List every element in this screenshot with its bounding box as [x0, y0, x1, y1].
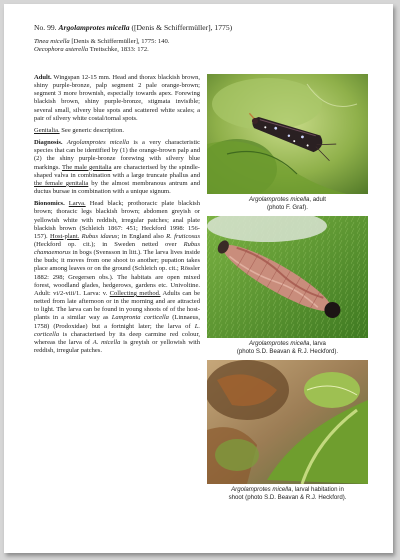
bionomics-text: Head black; prothoracic plate blackish brown; thoracic legs blackish brown; abdomen greyish or yellowish white with reddish, irregular patches; anal plate blackish brown (Schleich 1867: 451; Heckford 1998: 156-157).: [34, 200, 200, 240]
synonym-name: Tinea micella: [34, 38, 70, 45]
caption-desc: , adult: [309, 196, 326, 203]
caption-desc: , larval habitation in: [291, 486, 344, 494]
caption-desc: , larva: [309, 340, 326, 348]
habitation-photo: [207, 360, 368, 484]
diagnosis-text: is a very characteristic species that can be identified by (1) the orange-brown palp and (2) the shiny purple-bronze forewing with silvery blue markings.: [34, 139, 200, 171]
host-plant-name: Rubus idaeus: [81, 232, 118, 240]
caption-credit: (photo S.D. Beavan & R.J. Heckford).: [236, 347, 339, 355]
caption-credit: (photo F. Graf).: [267, 203, 308, 211]
page-header: [34, 23, 369, 54]
figure-caption: [207, 196, 368, 211]
host-plant-name: R. fruticosus: [166, 232, 200, 240]
synonym-name: Oecophora asterella: [34, 46, 89, 54]
host-plant-name: Rubus chamaemorus: [34, 240, 200, 257]
text-column: [34, 74, 200, 359]
genitalia-text: See generic description.: [61, 126, 124, 134]
genitalia-paragraph: [34, 127, 200, 135]
larva-photo: [207, 216, 368, 338]
synonym-line: [34, 38, 369, 46]
bionomics-text: ; in England also: [117, 232, 164, 240]
species-ref: Lampronia corticella: [111, 314, 169, 322]
adult-text: Wingspan 12-15 mm. Head and thorax blackish brown, shiny purple-bronze, palp segment 2 pale orange-brown; segment 3 more brownish, especially towards apex. Forewing blackish brown, shiny purple-bronze, stigmata invisible; several small, silvery blue spots and scattered white scales; a pair of silvery white costal/tornal spots.: [34, 74, 200, 122]
species-name: Argolamprotes micella: [58, 23, 130, 32]
collecting-method-link[interactable]: Collecting method.: [109, 289, 161, 297]
page-sheet: [4, 4, 393, 553]
adult-photo: [207, 74, 368, 194]
bionomics-text: (Linnaeus, 1758) (Prodoxidae) but a fortnight later; the larva of: [34, 314, 201, 330]
bionomics-text: is greyish or yellowish with reddish, irregular patches.: [34, 338, 201, 354]
adult-heading: Adult.: [34, 74, 52, 81]
species-number: No. 99.: [34, 23, 57, 32]
caption-credit: shoot (photo S.D. Beavan & R.J. Heckford).: [228, 493, 347, 501]
female-genitalia-link[interactable]: the female genitalia: [34, 179, 89, 187]
bionomics-text: (Heckford op. cit.); in Sweden netted over: [34, 240, 177, 248]
diagnosis-species: Argolamprotes micella: [66, 139, 130, 147]
figure-caption: [207, 486, 368, 501]
caption-species: Argolamprotes micella: [249, 196, 310, 203]
synonym-ref: [Denis & Schiffermüller], 1775: 140.: [71, 38, 170, 45]
bionomics-text: is characterised by its deep carmine red colour, whereas the larva of: [34, 330, 200, 346]
synonym-ref: Treitschke, 1833: 172.: [89, 46, 149, 54]
synonym-line: [34, 46, 369, 54]
species-ref: L. corticella: [34, 322, 200, 338]
caption-species: Argolamprotes micella: [249, 340, 310, 348]
diagnosis-paragraph: [34, 139, 200, 196]
synonym-list: [34, 38, 369, 54]
male-genitalia-link[interactable]: The male genitalia: [61, 163, 112, 171]
adult-paragraph: [34, 74, 200, 123]
diagnosis-text: are characterised by the spindle-shaped valva in combination with a large truncate phallus and: [34, 163, 200, 179]
figure-caption: [207, 340, 368, 355]
genitalia-link[interactable]: Genitalia.: [34, 126, 60, 134]
species-ref: A. micella: [92, 338, 121, 346]
caption-species: Argolamprotes micella: [231, 486, 292, 494]
figure-column: [207, 74, 368, 507]
bionomics-heading: Bionomics.: [34, 200, 65, 208]
species-author: ([Denis & Schiffermüller], 1775): [131, 23, 233, 32]
diagnosis-text: by the almost membranous antrum and ductus bursae in combination with a unique signum.: [34, 179, 200, 196]
bionomics-paragraph: [34, 200, 200, 355]
diagnosis-heading: Diagnosis.: [34, 139, 63, 147]
species-title: [34, 23, 369, 33]
bionomics-text: Adults can be netted from late afternoon or in the morning and are attracted to light. The larva can be found in young shoots of of the host-plants in a similar way as: [34, 289, 201, 322]
bionomics-text: in bogs (Svensson in litt.). The larva lives inside the buds; it moves from one shoot to another; pupation takes place among leaves or on the ground (Schleich op. cit.; Rössler 1882: 298; Gregersen obs.). The habitats are open mixed forest, woodland glades, hedgerows, gardens etc. Univoltine. Adult: vi/2-viii/1. Larva: v.: [34, 249, 200, 297]
larva-link[interactable]: Larva.: [68, 200, 86, 208]
host-plant-link[interactable]: Host-plant.: [50, 232, 80, 240]
